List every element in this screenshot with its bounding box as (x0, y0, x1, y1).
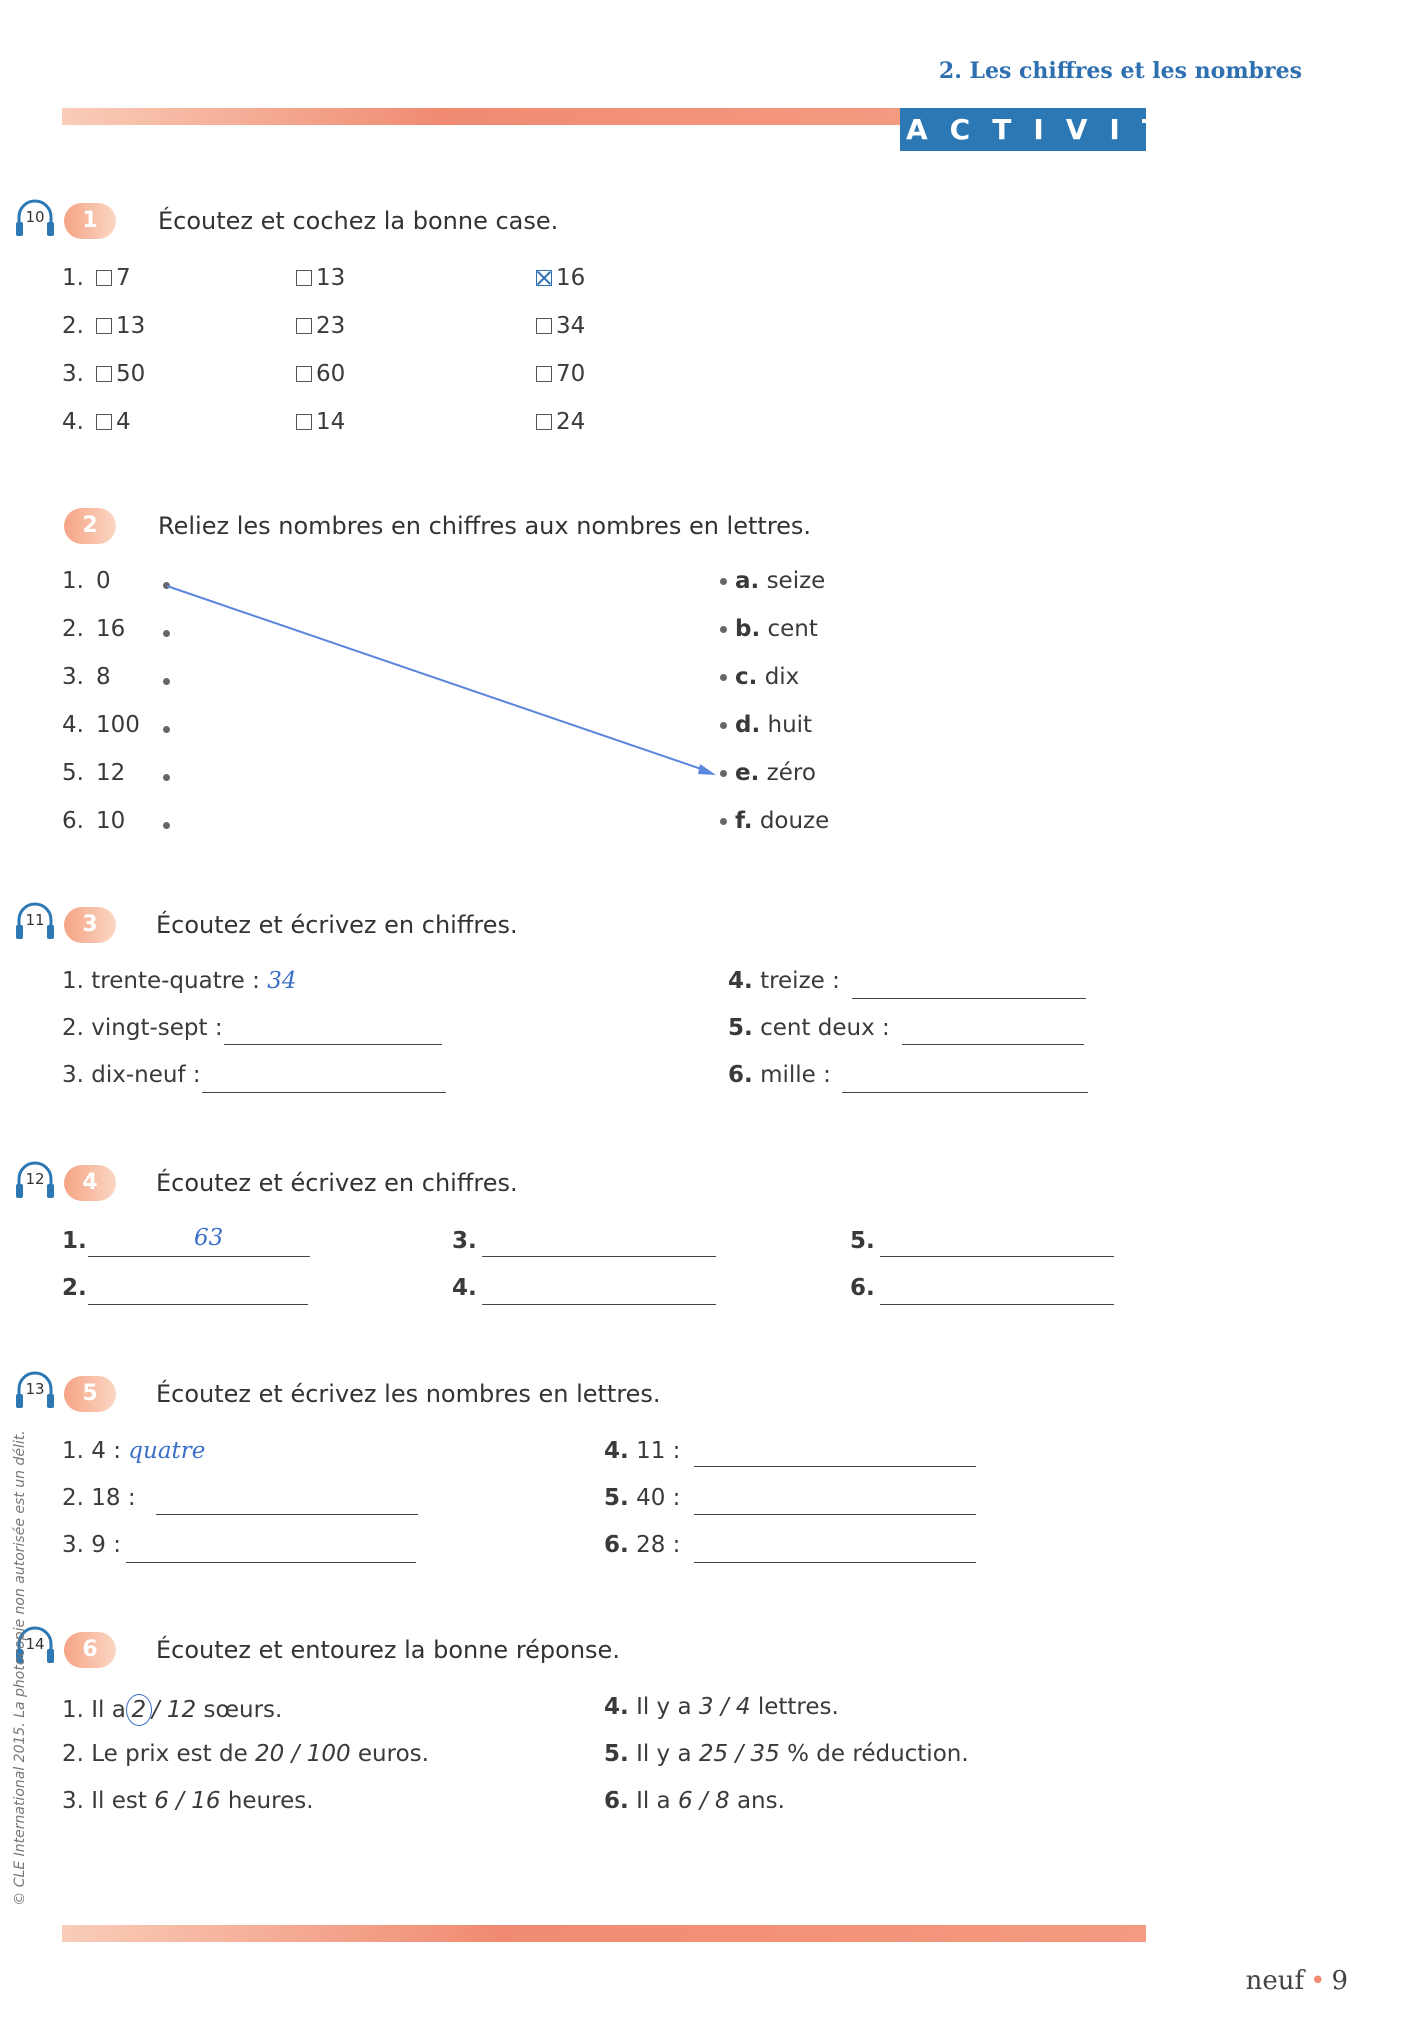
ex6-item-2 (62, 1741, 429, 1767)
track-number: 14 (25, 1635, 45, 1653)
headphone-icon[interactable] (14, 1157, 56, 1203)
ex4-label-5: 5. (850, 1228, 875, 1254)
ex4-label-6: 6. (850, 1275, 875, 1301)
ex3-item-3 (62, 1062, 201, 1088)
exercise-instruction: Écoutez et écrivez en chiffres. (156, 911, 518, 939)
copyright-notice: © CLE International 2015. La photocopie non autorisée est un délit. (12, 1430, 28, 1906)
option[interactable]: 100 (306, 1741, 351, 1767)
sentence-start: Il y a (636, 1694, 692, 1720)
sentence-end: heures. (227, 1788, 314, 1814)
answer-line[interactable] (694, 1562, 976, 1563)
ex3-item-5 (728, 1015, 890, 1041)
item-value: 16 (96, 616, 126, 642)
item-value: 0 (96, 568, 111, 594)
option-a: 13 (116, 313, 146, 339)
option-word: douze (759, 808, 830, 834)
exercise-instruction: Reliez les nombres en chiffres aux nombres en lettres. (158, 512, 812, 540)
answer-line[interactable] (694, 1466, 976, 1467)
answer-line[interactable] (842, 1092, 1088, 1093)
option[interactable]: 25 (698, 1741, 729, 1767)
bullet-icon: • (1310, 1966, 1326, 1996)
handwritten-answer[interactable]: 63 (194, 1225, 224, 1251)
item-text: 40 : (636, 1485, 681, 1511)
ex4-label-1: 1. (62, 1228, 87, 1254)
item-number: 6. (604, 1532, 629, 1558)
option-word: zéro (766, 760, 816, 786)
exercise-instruction: Écoutez et entourez la bonne réponse. (156, 1636, 620, 1664)
page-number-word: neuf (1245, 1966, 1305, 1996)
option-separator: / (176, 1788, 184, 1814)
sentence-end: sœurs. (203, 1697, 283, 1723)
sentence-start: Il a (91, 1697, 126, 1723)
item-number: 2. (62, 1741, 84, 1767)
option-separator: / (699, 1788, 708, 1814)
item-number: 3. (62, 1062, 84, 1088)
option-word: cent (767, 616, 818, 642)
ex5-item-3 (62, 1532, 121, 1558)
sentence-end: % de réduction. (787, 1741, 969, 1767)
answer-line[interactable] (156, 1514, 418, 1515)
item-text: 18 : (91, 1485, 136, 1511)
ex4-label-2: 2. (62, 1275, 87, 1301)
ex3-item-2 (62, 1015, 223, 1041)
track-number: 12 (25, 1170, 45, 1188)
activites-banner: ACTIVITÉS (900, 108, 1146, 151)
option-c: 16 (556, 265, 586, 291)
item-text: 4 : (91, 1438, 121, 1464)
item-text: 28 : (636, 1532, 681, 1558)
item-text: cent deux : (760, 1015, 890, 1041)
answer-line[interactable] (880, 1256, 1114, 1257)
exercise-badge: 6 (64, 1632, 116, 1668)
item-number: 4. (604, 1694, 629, 1720)
item-value: 100 (96, 712, 140, 738)
item-number: 3. (62, 664, 84, 690)
option-key: e. (735, 760, 760, 786)
ex6-item-4 (604, 1694, 839, 1720)
sentence-start: Il est (91, 1788, 147, 1814)
answer-line[interactable] (88, 1304, 308, 1305)
item-number: 2. (62, 1015, 84, 1041)
item-number: 1. (62, 265, 84, 291)
option[interactable]: 20 (255, 1741, 285, 1767)
track-number: 13 (25, 1380, 45, 1398)
option-key: f. (735, 808, 753, 834)
option-b: 14 (316, 409, 346, 435)
ex5-item-1 (62, 1438, 205, 1464)
headphone-icon[interactable] (14, 898, 56, 944)
sentence-start: Le prix est de (91, 1741, 248, 1767)
option-a: 4 (116, 409, 131, 435)
page-number (1246, 1966, 1348, 1996)
answer-line[interactable] (694, 1514, 976, 1515)
answer-line[interactable] (224, 1044, 442, 1045)
option-b: 60 (316, 361, 346, 387)
item-number: 5. (604, 1485, 629, 1511)
handwritten-answer[interactable]: 34 (267, 968, 297, 994)
ex4-label-4: 4. (452, 1275, 477, 1301)
exercise-badge: 5 (64, 1376, 116, 1412)
item-number: 3. (62, 1532, 84, 1558)
answer-line[interactable] (126, 1562, 416, 1563)
item-number: 1. (62, 968, 84, 994)
item-text: 9 : (91, 1532, 121, 1558)
sentence-start: Il a (636, 1788, 671, 1814)
option-word: seize (766, 568, 826, 594)
option[interactable]: 3 (698, 1694, 714, 1720)
option-c: 34 (556, 313, 586, 339)
ex5-item-5 (604, 1485, 680, 1511)
option-key: c. (735, 664, 758, 690)
handwritten-answer[interactable]: quatre (128, 1438, 206, 1464)
answer-line[interactable] (880, 1304, 1114, 1305)
option[interactable]: 6 (677, 1788, 693, 1814)
item-text: dix-neuf : (91, 1062, 201, 1088)
sentence-end: lettres. (757, 1694, 839, 1720)
track-number: 11 (25, 911, 45, 929)
item-number: 5. (62, 760, 84, 786)
option-key: b. (735, 616, 761, 642)
exercise-instruction: Écoutez et écrivez en chiffres. (156, 1169, 518, 1197)
item-value: 10 (96, 808, 126, 834)
item-number: 3. (62, 361, 84, 387)
page-number-digit: 9 (1331, 1966, 1348, 1996)
ex3-item-1 (62, 968, 296, 994)
option[interactable]: 16 (191, 1788, 221, 1814)
option-separator: / (735, 1741, 744, 1767)
option[interactable]: 35 (750, 1741, 780, 1767)
item-number: 1. (62, 1697, 84, 1723)
ex3-item-4 (728, 968, 840, 994)
ex3-item-6 (728, 1062, 831, 1088)
option-b: 13 (316, 265, 346, 291)
option[interactable]: 6 (154, 1788, 169, 1814)
exercise-instruction: Écoutez et cochez la bonne case. (158, 207, 559, 235)
ex5-item-6 (604, 1532, 680, 1558)
ex5-item-2 (62, 1485, 136, 1511)
answer-line[interactable] (88, 1256, 310, 1257)
sentence-end: ans. (736, 1788, 785, 1814)
option-key: a. (735, 568, 760, 594)
option[interactable]: 8 (714, 1788, 730, 1814)
item-text: vingt-sept : (91, 1015, 223, 1041)
item-number: 6. (62, 808, 84, 834)
ex6-item-5 (604, 1741, 969, 1767)
ex6-item-3 (62, 1788, 314, 1814)
answer-line[interactable] (902, 1044, 1084, 1045)
item-number: 3. (62, 1788, 84, 1814)
option-b: 23 (316, 313, 346, 339)
sentence-start: Il y a (636, 1741, 692, 1767)
item-value: 8 (96, 664, 111, 690)
item-text: trente-quatre : (91, 968, 260, 994)
item-value: 12 (96, 760, 126, 786)
item-number: 2. (62, 313, 84, 339)
ex4-label-3: 3. (452, 1228, 477, 1254)
item-number: 5. (728, 1015, 753, 1041)
item-number: 1. (62, 1438, 84, 1464)
option-word: dix (764, 664, 800, 690)
item-number: 4. (62, 712, 84, 738)
option-separator: / (151, 1697, 160, 1723)
option-key: d. (735, 712, 761, 738)
item-number: 4. (604, 1438, 629, 1464)
ex6-item-1 (62, 1694, 282, 1726)
ex6-item-6 (604, 1788, 785, 1814)
item-number: 5. (604, 1741, 629, 1767)
item-text: mille : (760, 1062, 831, 1088)
exercise-badge: 1 (64, 203, 116, 239)
option[interactable]: 12 (166, 1697, 197, 1723)
chapter-title: 2. Les chiffres et les nombres (938, 58, 1302, 84)
answer-line[interactable] (482, 1256, 716, 1257)
footer-bar (62, 1925, 1146, 1942)
item-number: 4. (62, 409, 84, 435)
option-word: huit (767, 712, 813, 738)
exercise-badge: 4 (64, 1165, 116, 1201)
item-number: 1. (62, 568, 84, 594)
option-c: 70 (556, 361, 586, 387)
option-c: 24 (556, 409, 586, 435)
answer-line[interactable] (482, 1304, 716, 1305)
item-text: treize : (760, 968, 840, 994)
item-number: 6. (728, 1062, 753, 1088)
option-separator: / (291, 1741, 300, 1767)
answer-line[interactable] (852, 998, 1086, 999)
item-number: 4. (728, 968, 753, 994)
item-number: 2. (62, 1485, 84, 1511)
ex5-item-4 (604, 1438, 680, 1464)
option-circled[interactable]: 2 (126, 1694, 152, 1726)
option-a: 7 (116, 265, 131, 291)
exercise-badge: 3 (64, 907, 116, 943)
item-text: 11 : (636, 1438, 681, 1464)
option-a: 50 (116, 361, 146, 387)
track-number: 10 (25, 208, 45, 226)
answer-line[interactable] (202, 1092, 446, 1093)
item-number: 6. (604, 1788, 629, 1814)
exercise-badge: 2 (64, 508, 116, 544)
item-number: 2. (62, 616, 84, 642)
option[interactable]: 4 (735, 1694, 751, 1720)
exercise-instruction: Écoutez et écrivez les nombres en lettres. (156, 1380, 661, 1408)
sentence-end: euros. (357, 1741, 429, 1767)
option-separator: / (720, 1694, 729, 1720)
